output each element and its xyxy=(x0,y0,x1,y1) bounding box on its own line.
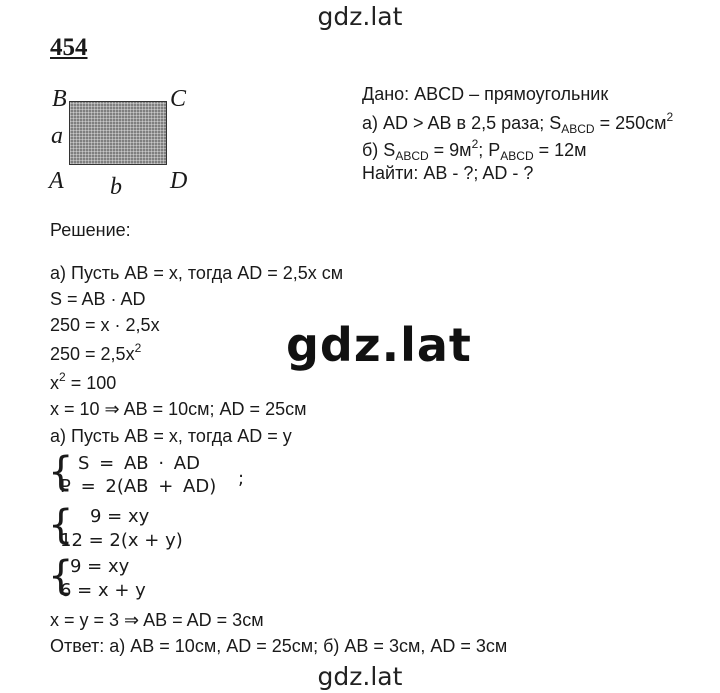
system-3-brace: { xyxy=(48,553,74,599)
solution-a-line-5-rest: = 100 xyxy=(65,373,117,393)
given-line-2-text: а) AD > AB в 2,5 раза; S xyxy=(362,113,562,133)
problem-number: 454 xyxy=(50,34,88,61)
vertex-d-label: D xyxy=(170,168,188,194)
given-line-3-sub2: ABCD xyxy=(500,149,534,163)
given-line-1: Дано: ABCD – прямоугольник xyxy=(362,84,609,104)
vertex-b-label: B xyxy=(52,86,67,112)
solution-a-line-1: а) Пусть AB = x, тогда AD = 2,5x см xyxy=(50,263,344,283)
system-2-line-2: 12 = 2(x + y) xyxy=(60,530,183,551)
solution-header: Решение: xyxy=(50,220,131,240)
solution-a-line-5-sup: 2 xyxy=(59,370,66,384)
solution-b-line-1: а) Пусть AB = x, тогда AD = y xyxy=(50,426,292,446)
solution-a-line-4-text: 250 = 2,5x xyxy=(50,344,135,364)
system-1-brace: { xyxy=(48,449,74,495)
given-line-3-mid: = 9м xyxy=(428,140,472,160)
solution-a-line-2: S = AB · AD xyxy=(50,289,146,309)
side-a-label: a xyxy=(51,123,63,149)
given-line-2-sub: ABCD xyxy=(561,122,595,136)
vertex-c-label: C xyxy=(170,86,187,112)
system-3-line-2: 6 = x + y xyxy=(60,580,146,601)
given-line-2 xyxy=(362,110,673,136)
system-1-separator: ; xyxy=(238,468,245,489)
solution-a-line-3: 250 = x · 2,5x xyxy=(50,315,160,335)
solution-a-line-6: x = 10 ⇒ AB = 10см; AD = 25см xyxy=(50,399,307,419)
system-2-line-1: 9 = xy xyxy=(90,506,150,527)
solution-b-result: x = y = 3 ⇒ AB = AD = 3см xyxy=(50,610,264,630)
watermark-middle: gdz.lat xyxy=(286,318,472,372)
watermark-top: gdz.lat xyxy=(317,2,403,31)
given-line-3-sup: 2 xyxy=(471,137,479,151)
solution-a-line-5 xyxy=(50,370,116,394)
system-3-line-1: 9 = xy xyxy=(70,556,130,577)
vertex-a-label: A xyxy=(49,168,64,194)
system-1-line-1: S = AB · AD xyxy=(78,453,200,474)
given-line-3-text: б) S xyxy=(362,140,396,160)
given-line-2-rest: = 250см xyxy=(594,113,667,133)
given-line-3-rest: = 12м xyxy=(533,140,587,160)
solution-a-line-4 xyxy=(50,341,141,365)
system-1-line-2: P = 2(AB + AD) xyxy=(60,476,217,497)
given-line-3-sub1: ABCD xyxy=(395,149,429,163)
solution-a-line-5-text: x xyxy=(50,373,59,393)
watermark-bottom: gdz.lat xyxy=(317,662,403,691)
solution-a-line-4-sup: 2 xyxy=(134,341,142,355)
system-2-brace: { xyxy=(48,502,74,548)
given-line-3-mid2: ; P xyxy=(478,140,501,160)
given-line-4: Найти: AB - ?; AD - ? xyxy=(362,163,534,183)
given-line-2-sup: 2 xyxy=(666,110,674,124)
side-b-label: b xyxy=(110,174,122,200)
answer-line: Ответ: а) AB = 10см, AD = 25см; б) AB = 3см, AD = 3см xyxy=(50,636,508,656)
rectangle-shape xyxy=(69,101,167,165)
given-line-3 xyxy=(362,137,587,163)
